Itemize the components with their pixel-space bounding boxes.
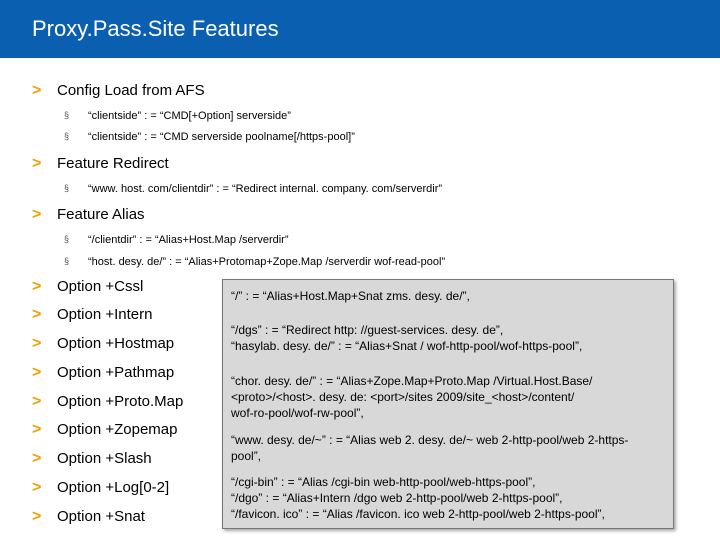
code-line: wof-ro-pool/wof-rw-pool”, bbox=[231, 406, 364, 420]
config-example-box bbox=[222, 279, 674, 529]
code-line: <proto>/<host>. desy. de: <port>/sites 2009/site_<host>/content/ bbox=[231, 390, 575, 404]
chevron-bullet-icon: > bbox=[32, 82, 42, 99]
code-line: “/favicon. ico” : = “Alias /favicon. ico web 2-http-pool/web 2-https-pool”, bbox=[231, 507, 605, 521]
chevron-bullet-icon: > bbox=[32, 278, 42, 295]
square-bullet-icon: § bbox=[64, 256, 70, 266]
slide-title: Proxy.Pass.Site Features bbox=[32, 16, 279, 41]
option-item: Option +Intern bbox=[57, 306, 153, 323]
chevron-bullet-icon: > bbox=[32, 450, 42, 467]
option-item: Option +Snat bbox=[57, 508, 145, 525]
chevron-bullet-icon: > bbox=[32, 479, 42, 496]
code-line: “hasylab. desy. de/” : = “Alias+Snat / wof-http-pool/wof-https-pool”, bbox=[231, 339, 583, 353]
option-item: Option +Slash bbox=[57, 450, 152, 467]
code-line: pool”, bbox=[231, 449, 262, 463]
section-feature-alias: Feature Alias bbox=[57, 206, 145, 223]
code-line: “/dgs” : = “Redirect http: //guest-services. desy. de”, bbox=[231, 323, 504, 337]
code-line: “/cgi-bin” : = “Alias /cgi-bin web-http-pool/web-https-pool”, bbox=[231, 475, 536, 489]
square-bullet-icon: § bbox=[64, 131, 70, 141]
sub-item: “/clientdir” : = “Alias+Host.Map /serverdir” bbox=[88, 234, 289, 246]
chevron-bullet-icon: > bbox=[32, 364, 42, 381]
option-item: Option +Pathmap bbox=[57, 364, 175, 381]
section-feature-redirect: Feature Redirect bbox=[57, 155, 169, 172]
square-bullet-icon: § bbox=[64, 183, 70, 193]
chevron-bullet-icon: > bbox=[32, 508, 42, 525]
slide-header bbox=[0, 0, 720, 58]
code-line: “/” : = “Alias+Host.Map+Snat zms. desy. de/”, bbox=[231, 289, 470, 303]
chevron-bullet-icon: > bbox=[32, 155, 42, 172]
chevron-bullet-icon: > bbox=[32, 335, 42, 352]
square-bullet-icon: § bbox=[64, 234, 70, 244]
sub-item: “host. desy. de/” : = “Alias+Protomap+Zope.Map /serverdir wof-read-pool” bbox=[88, 256, 446, 268]
chevron-bullet-icon: > bbox=[32, 421, 42, 438]
code-line: “/dgo” : = “Alias+Intern /dgo web 2-http-pool/web 2-https-pool”, bbox=[231, 491, 563, 505]
option-item: Option +Zopemap bbox=[57, 421, 178, 438]
code-line: “chor. desy. de/” : = “Alias+Zope.Map+Proto.Map /Virtual.Host.Base/ bbox=[231, 374, 593, 388]
option-item: Option +Proto.Map bbox=[57, 393, 184, 410]
option-item: Option +Cssl bbox=[57, 278, 144, 295]
square-bullet-icon: § bbox=[64, 110, 70, 120]
sub-item: “clientside” : = “CMD[+Option] serverside” bbox=[88, 110, 291, 122]
chevron-bullet-icon: > bbox=[32, 306, 42, 323]
chevron-bullet-icon: > bbox=[32, 393, 42, 410]
chevron-bullet-icon: > bbox=[32, 206, 42, 223]
sub-item: “www. host. com/clientdir” : = “Redirect internal. company. com/serverdir” bbox=[88, 183, 443, 195]
option-item: Option +Hostmap bbox=[57, 335, 175, 352]
option-item: Option +Log[0-2] bbox=[57, 479, 170, 496]
sub-item: “clientside” : = “CMD serverside poolname[/https-pool]” bbox=[88, 131, 355, 143]
section-config-load: Config Load from AFS bbox=[57, 82, 205, 99]
code-line: “www. desy. de/~” : = “Alias web 2. desy. de/~ web 2-http-pool/web 2-https- bbox=[231, 433, 629, 447]
